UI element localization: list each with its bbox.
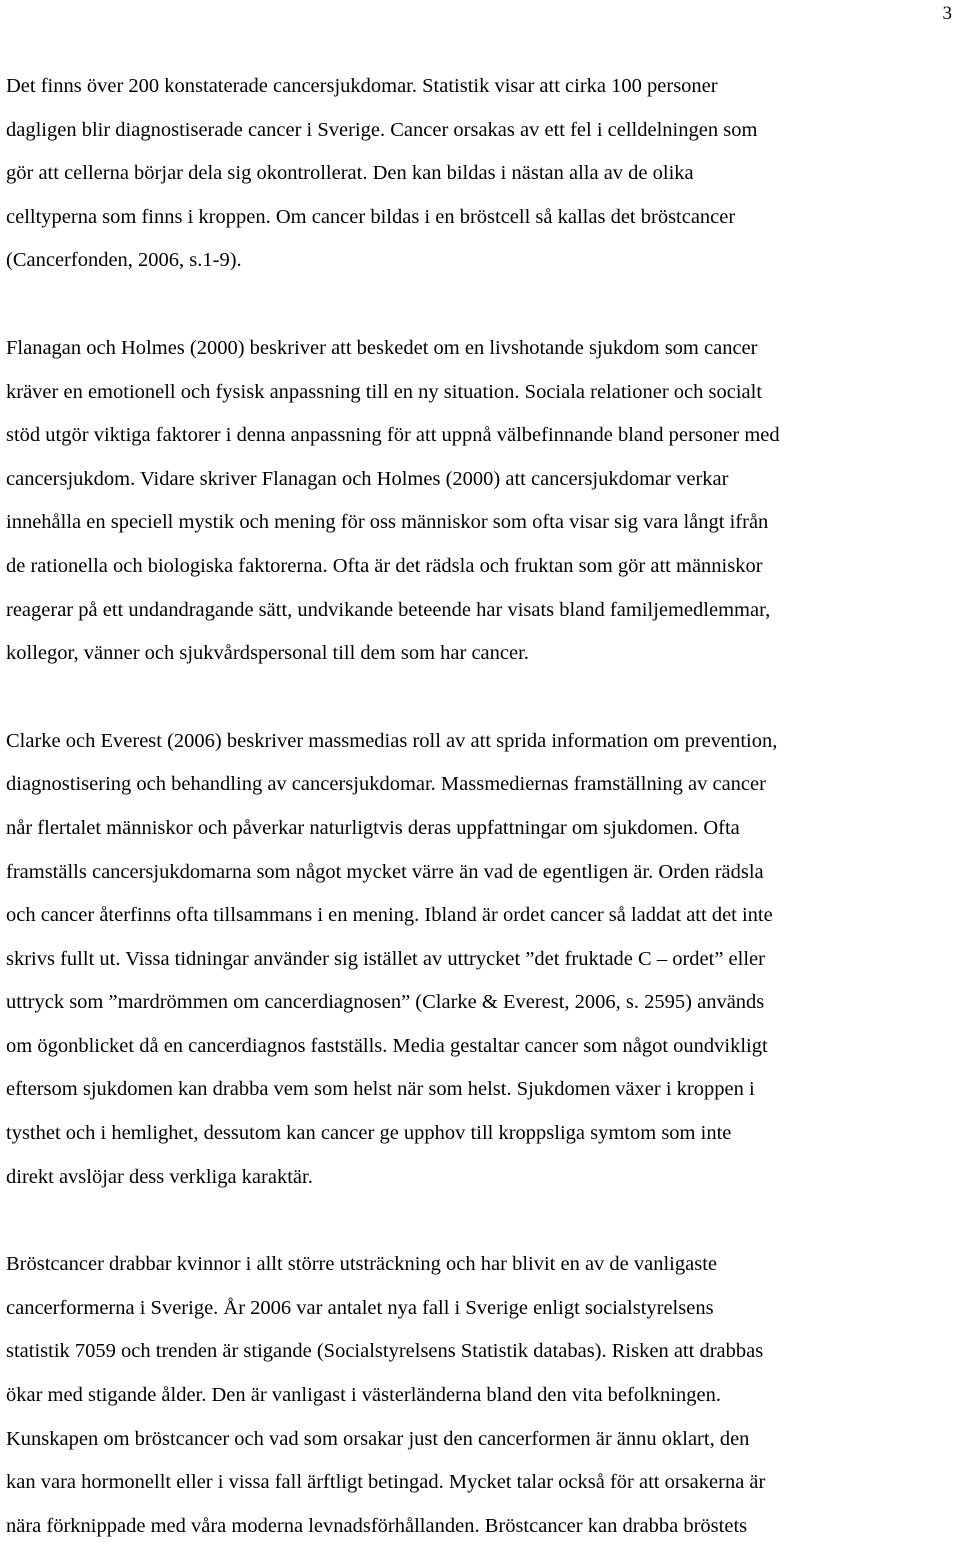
text-line: når flertalet människor och påverkar naturligtvis deras uppfattningar om sjukdomen. Ofta	[6, 816, 740, 839]
text-line: celltyperna som finns i kroppen. Om cancer bildas i en bröstcell så kallas det bröstcancer	[6, 205, 736, 228]
paragraph-gap	[6, 1199, 958, 1243]
text-line: Bröstcancer drabbar kvinnor i allt större utsträckning och har blivit en av de vanligaste	[6, 1253, 718, 1276]
text-line: de rationella och biologiska faktorerna. Ofta är det rädsla och fruktan som gör att människor	[6, 554, 763, 577]
text-line: framställs cancersjukdomarna som något mycket värre än vad de egentligen är. Orden rädsla	[6, 860, 764, 883]
text-line: ökar med stigande ålder. Den är vanligast i västerländerna bland den vita befolkningen.	[6, 1384, 721, 1407]
paragraph-flanagan-holmes	[6, 327, 958, 676]
text-line: dagligen blir diagnostiserade cancer i Sverige. Cancer orsakas av ett fel i celldelningen som	[6, 118, 758, 141]
text-line: skrivs fullt ut. Vissa tidningar använder sig istället av uttrycket ”det fruktade C – ordet” eller	[6, 947, 765, 970]
text-line: Clarke och Everest (2006) beskriver massmedias roll av att sprida information om prevention,	[6, 729, 778, 752]
text-line: Det finns över 200 konstaterade cancersjukdomar. Statistik visar att cirka 100 personer	[6, 75, 718, 97]
text-line: (Cancerfonden, 2006, s.1-9).	[6, 249, 242, 272]
text-line: Kunskapen om bröstcancer och vad som orsakar just den cancerformen är ännu oklart, den	[6, 1427, 750, 1450]
text-line: uttryck som ”mardrömmen om cancerdiagnosen” (Clarke & Everest, 2006, s. 2595) används	[6, 991, 765, 1014]
text-line: cancerformerna i Sverige. År 2006 var antalet nya fall i Sverige enligt socialstyrelsens	[6, 1296, 714, 1319]
text-line: statistik 7059 och trenden är stigande (Socialstyrelsens Statistik databas). Risken att drabbas	[6, 1340, 764, 1363]
text-line: tysthet och i hemlighet, dessutom kan cancer ge upphov till kroppsliga symtom som inte	[6, 1122, 732, 1145]
text-line: Flanagan och Holmes (2000) beskriver att beskedet om en livshotande sjukdom som cancer	[6, 336, 758, 359]
paragraph-gap	[6, 283, 958, 327]
text-line: kan vara hormonellt eller i vissa fall ärftligt betingad. Mycket talar också för att orsakerna är	[6, 1471, 766, 1494]
text-line: cancersjukdom. Vidare skriver Flanagan och Holmes (2000) att cancersjukdomar verkar	[6, 467, 729, 490]
text-line: kräver en emotionell och fysisk anpassning till en ny situation. Sociala relationer och socialt	[6, 380, 763, 403]
text-line: kollegor, vänner och sjukvårdspersonal till dem som har cancer.	[6, 642, 529, 665]
text-line: direkt avslöjar dess verkliga karaktär.	[6, 1165, 313, 1188]
text-line: stöd utgör viktiga faktorer i denna anpassning för att uppnå välbefinnande bland personer med	[6, 424, 780, 447]
text-line: diagnostisering och behandling av cancersjukdomar. Massmediernas framställning av cancer	[6, 773, 766, 796]
text-line: innehålla en speciell mystik och mening för oss människor som ofta visar sig vara långt ifrån	[6, 511, 769, 534]
text-line: om ögonblicket då en cancerdiagnos fastställs. Media gestaltar cancer som något oundvikligt	[6, 1034, 768, 1057]
text-line: reagerar på ett undandragande sätt, undvikande beteende har visats bland familjemedlemmar,	[6, 598, 771, 621]
document-body	[6, 65, 958, 1548]
text-line: nära förknippade med våra moderna levnadsförhållanden. Bröstcancer kan drabba bröstets	[6, 1514, 748, 1537]
paragraph-cancer-intro	[6, 65, 958, 283]
text-line: eftersom sjukdomen kan drabba vem som helst när som helst. Sjukdomen växer i kroppen i	[6, 1078, 755, 1101]
paragraph-gap	[6, 676, 958, 720]
text-line: och cancer återfinns ofta tillsammans i en mening. Ibland är ordet cancer så laddat att det inte	[6, 904, 773, 927]
text-line: gör att cellerna börjar dela sig okontrollerat. Den kan bildas i nästan alla av de olika	[6, 162, 694, 185]
paragraph-breast-cancer	[6, 1243, 958, 1548]
page-number: 3	[942, 3, 952, 24]
paragraph-clarke-everest	[6, 720, 958, 1200]
